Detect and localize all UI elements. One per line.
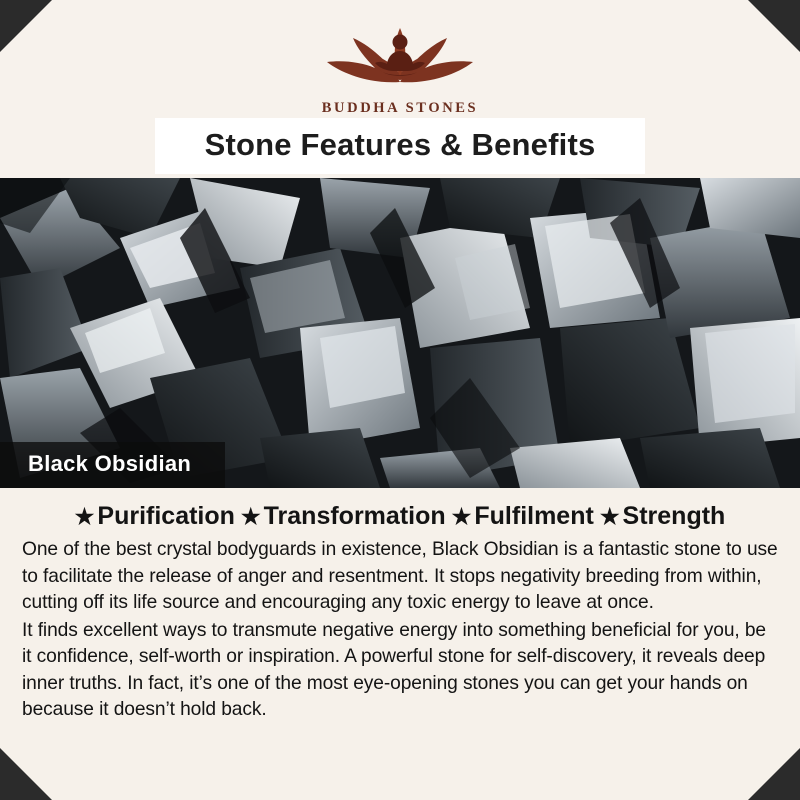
benefit-label: Fulfilment (474, 502, 594, 530)
benefit-item (75, 502, 235, 531)
page-title: Stone Features & Benefits (204, 127, 596, 162)
star-icon: ★ (451, 504, 472, 529)
lotus-meditation-figure-icon (305, 18, 495, 96)
benefit-item (452, 502, 594, 531)
content-panel (0, 488, 800, 800)
benefit-item (600, 502, 726, 531)
brand-name: BUDDHA STONES (321, 100, 479, 116)
title-banner (155, 118, 645, 174)
star-icon: ★ (74, 504, 95, 529)
benefit-label: Strength (622, 502, 726, 530)
description-paragraph-2: It finds excellent ways to transmute negative energy into something beneficial for you, be it confidence, self-worth or inspiration. A powerful stone for self-discovery, it reveals deep inner truths. In fact, it’s one of the most eye-opening stones you can get your hands on because it doesn’t hold back. (22, 619, 766, 720)
brand-logo (305, 18, 495, 117)
hero-image (0, 178, 800, 488)
benefit-item (241, 502, 446, 531)
star-icon: ★ (599, 504, 620, 529)
header (0, 0, 800, 178)
star-icon: ★ (240, 504, 261, 529)
description-paragraph-1: One of the best crystal bodyguards in existence, Black Obsidian is a fantastic stone to use to facilitate the release of anger and resentment. It stops negativity breeding from within, cutting off its life source and encouraging any toxic energy to leave at once. (22, 539, 778, 613)
benefits-list (22, 502, 778, 531)
stone-name-caption: Black Obsidian (0, 442, 225, 488)
benefit-label: Transformation (263, 502, 446, 530)
benefit-label: Purification (97, 502, 235, 530)
